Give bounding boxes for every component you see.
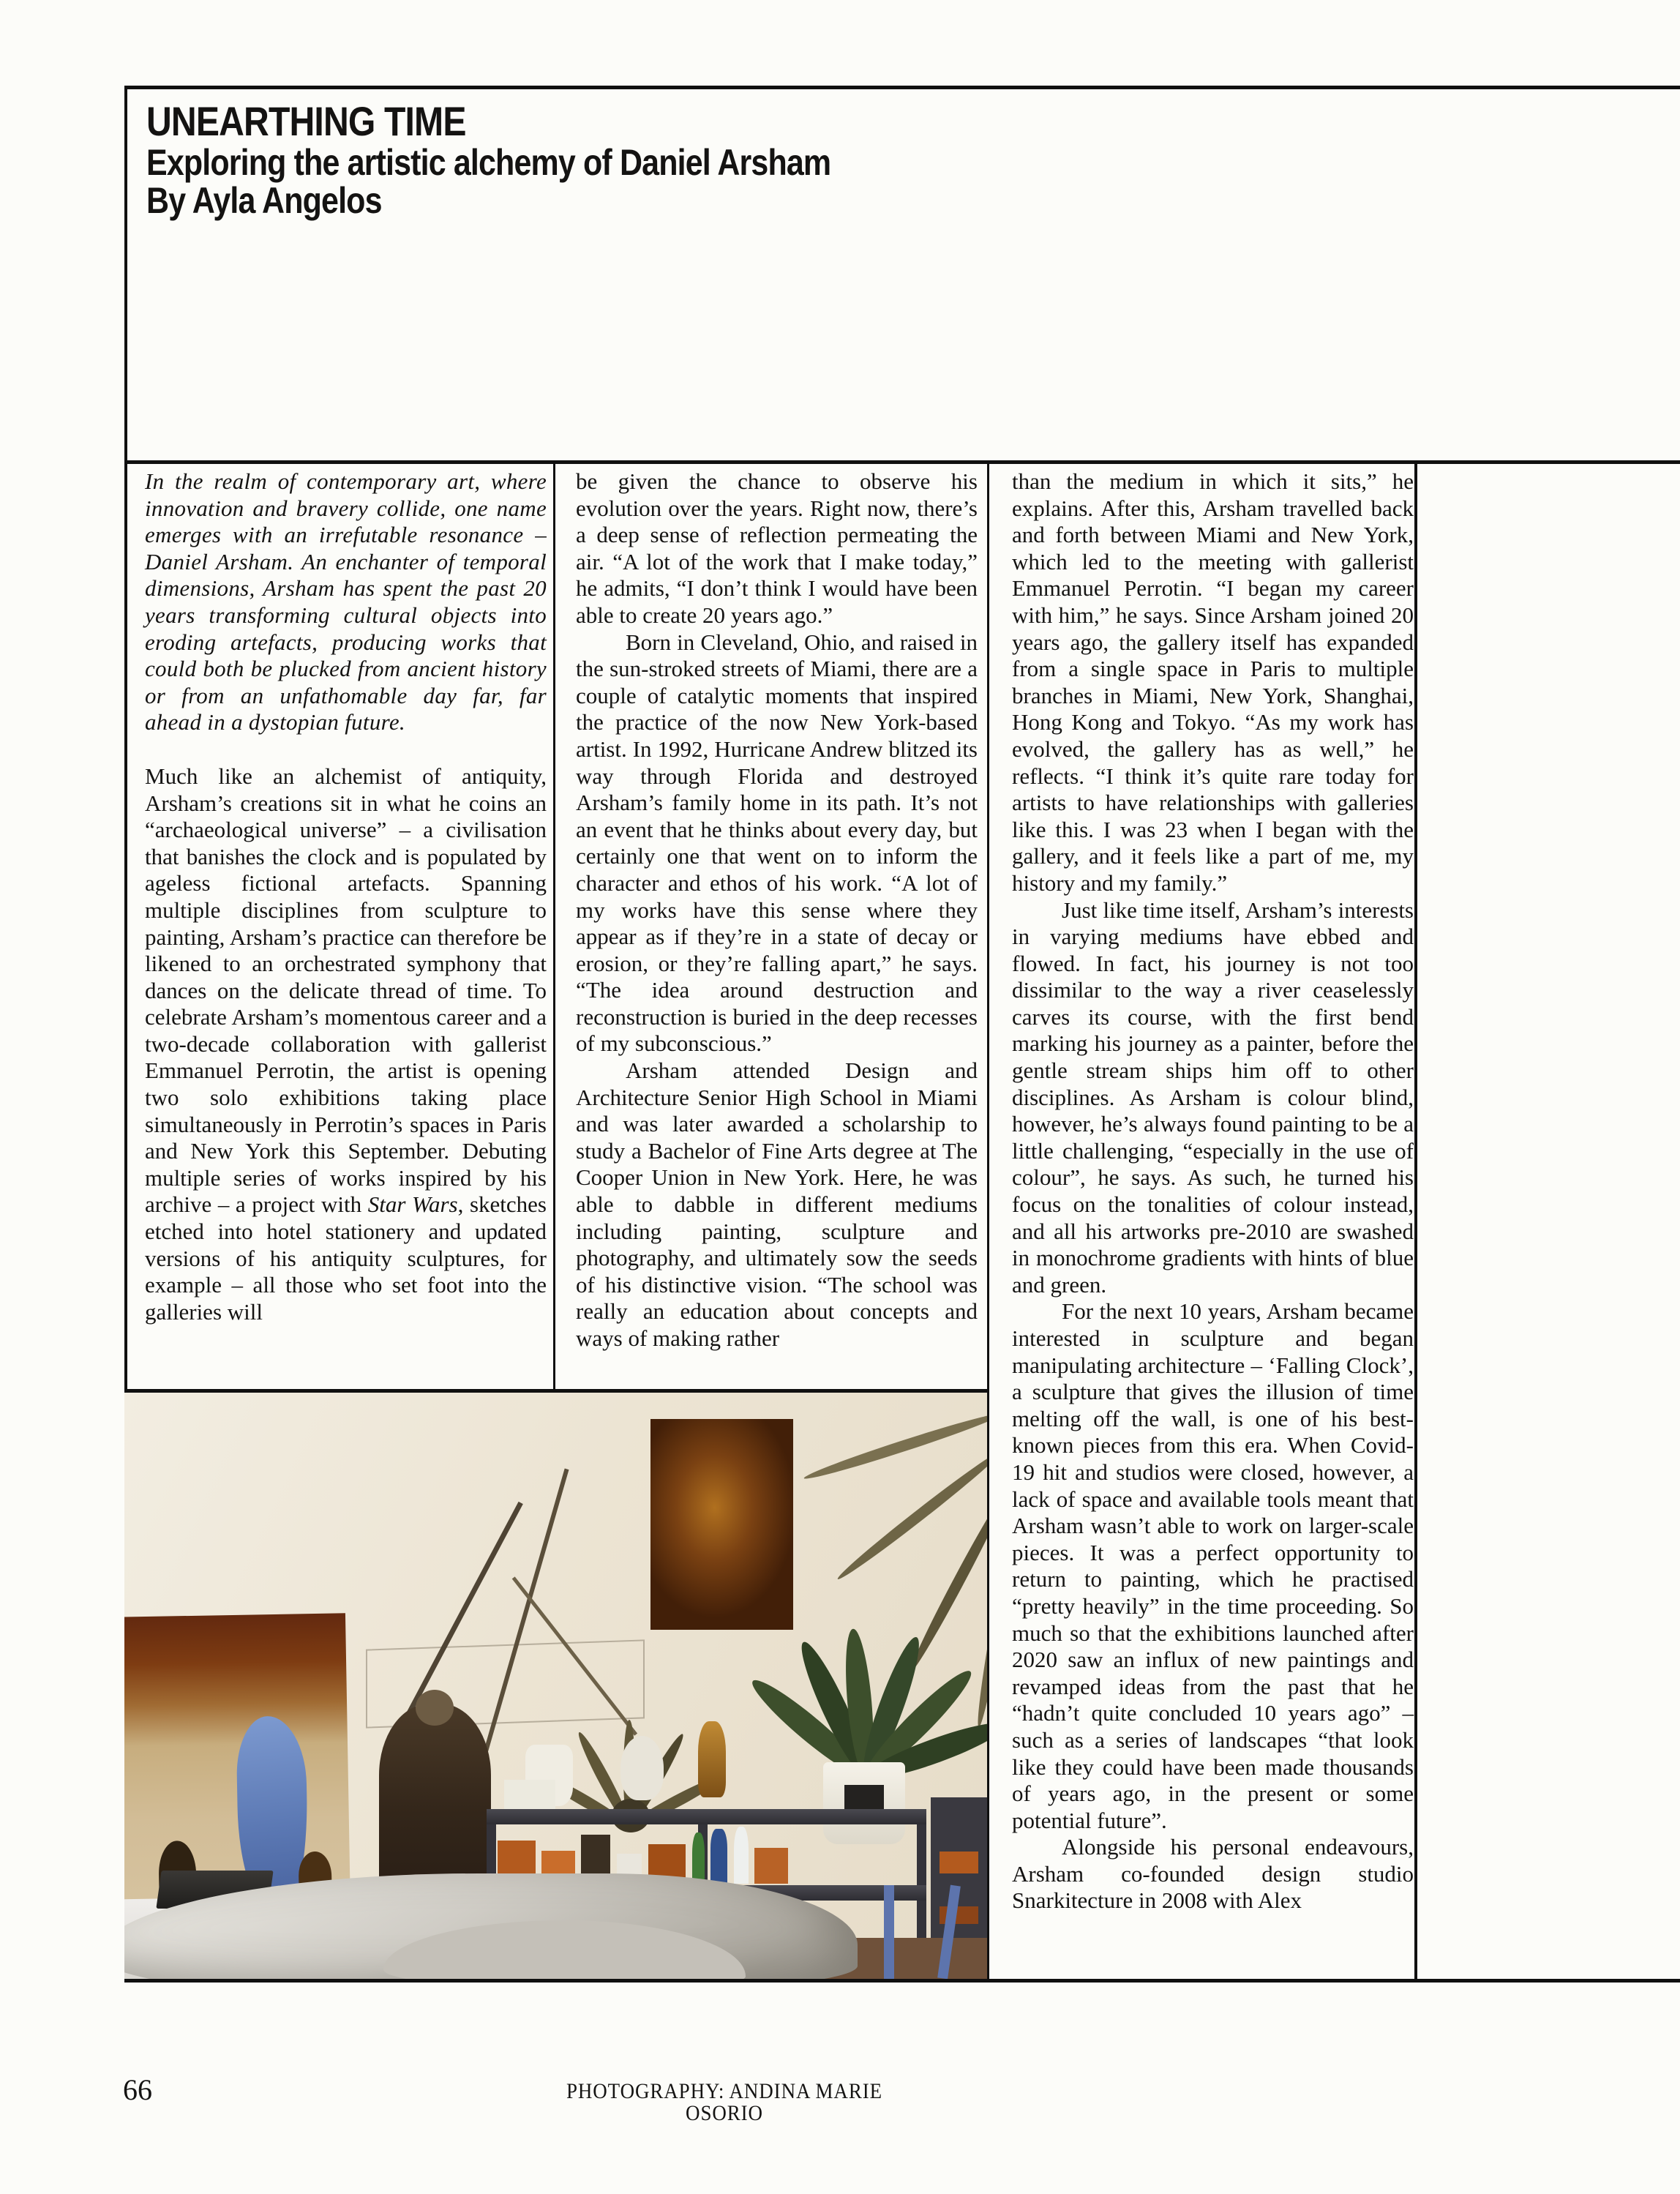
palm-plant: [849, 1389, 987, 1562]
text-column-2: [576, 468, 978, 1386]
paragraph-text: Much like an alchemist of antiquity, Arsham’s creations sit in what he coins an “archaeological universe” – a civilisation that banishes the clock and is populated by ageless fictional artefacts. Spanning multiple disciplines from sculpture to painting, Arsham’s practice can therefore be likened to an orchestrated symphony that dances on the delicate thread of time. To celebrate Arsham’s momentous career and a two-decade collaboration with gallerist Emmanuel Perrotin, the artist is opening two solo exhibitions taking place simultaneously in Perrotin’s spaces in Paris and New York this September. Debuting multiple series of works inspired by his archive – a project with: [145, 763, 547, 1218]
text-column-3: [1012, 468, 1414, 1976]
photography-credit: PHOTOGRAPHY: ANDINA MARIE OSORIO: [566, 2079, 883, 2125]
bottom-rule: [124, 1979, 1680, 1983]
article-byline: By Ayla Angelos: [146, 180, 382, 221]
italic-title-text: Star Wars: [367, 1191, 458, 1218]
text-column-1: [145, 468, 547, 1386]
column-divider-1: [553, 464, 555, 1389]
body-paragraph: Born in Cleveland, Ohio, and raised in the sun-stroked streets of Miami, there are a couple of catalytic moments that inspired the practice of the now New York-based artist. In 1992, Hurricane Andrew blitzed its way through Florida and destroyed Arsham’s family home in its path. It’s not an event that he thinks about every day, but certainly one that went on to inform the character and ethos of his work. “A lot of my works have this sense where they appear as if they’re in a state of decay or erosion, or they’re falling apart,” he says. “The idea around destruction and reconstruction is buried in the deep recesses of my subconscious.”: [576, 629, 978, 1057]
body-paragraph: be given the chance to observe his evolution over the years. Right now, there’s a deep sense of reflection permeating the air. “A lot of the work that I make today,” he admits, “I don’t think I would have been able to create 20 years ago.”: [576, 468, 978, 628]
body-paragraph: For the next 10 years, Arsham became interested in sculpture and began manipulating architecture – ‘Falling Clock’, a sculpture that gives the illusion of time melting off the wall, is one of his best-known pieces from this era. When Covid-19 hit and studios were closed, however, a lack of space and available tools meant that Arsham wasn’t able to work on larger-scale pieces. It was a perfect opportunity to return to painting, which he practised “pretty heavily” in the time proceeding. So much so that the exhibitions launched after 2020 saw an influx of new paintings and revamped ideas from the past that he “hadn’t quite concluded 10 years ago” – such as a series of landscapes “that look like they could have been made thousands of years ago, in the present or some potential future”.: [1012, 1298, 1414, 1833]
intro-paragraph: In the realm of contemporary art, where innovation and bravery collide, one name emerges with an irrefutable resonance – Daniel Arsham. An enchanter of temporal dimensions, Arsham has spent the past 20 years transforming cultural objects into eroding artefacts, producing works that could both be plucked from ancient history or from an unfathomable day far, far ahead in a dystopian future.: [145, 468, 547, 735]
plaster-head: [620, 1736, 664, 1800]
wall-painting: [650, 1419, 793, 1630]
blue-shelf-leg: [884, 1885, 894, 1979]
white-stack: [504, 1780, 556, 1809]
article-title: UNEARTHING TIME: [146, 98, 466, 144]
body-paragraph: [145, 763, 547, 1325]
bronze-figurine: [698, 1721, 726, 1797]
header-divider-rule: [124, 460, 1680, 464]
article-subtitle: Exploring the artistic alchemy of Daniel Arsham: [146, 142, 831, 183]
body-paragraph: than the medium in which it sits,” he explains. After this, Arsham travelled back and forth between Miami and New York, which led to the meeting with gallerist Emmanuel Perrotin. “I began my career with him,” he says. Since Arsham joined 20 years ago, the gallery itself has expanded from a single space in Paris to multiple branches in Miami, New York, Shanghai, Hong Kong and Tokyo. “As my work has evolved, the gallery has as well,” he reflects. “I think it’s quite rare today for artists to have relationships with galleries like this. I was 23 when I began with the gallery, and it feels like a part of me, my history and my family.”: [1012, 468, 1414, 896]
column-divider-2: [987, 464, 989, 1979]
body-paragraph: Just like time itself, Arsham’s interests in varying mediums have ebbed and flowed. In fact, his journey is not too dissimilar to the way a river ceaselessly carves its course, with the first bend marking his journey as a painter, before the gentle stream ships him off to other disciplines. As Arsham is colour blind, however, he’s always found painting to be a little challenging, “especially in the use of colour”, he says. As such, he turned his focus on the tonalities of colour instead, and all his artworks pre-2010 are swashed in monochrome gradients with hints of blue and green.: [1012, 896, 1414, 1298]
article-header: [146, 100, 1405, 220]
studio-photo: [124, 1389, 987, 1979]
page-number: 66: [123, 2073, 152, 2106]
body-paragraph: Alongside his personal endeavours, Arsham co-founded design studio Snarkitecture in 2008 with Alex: [1012, 1834, 1414, 1914]
column-divider-3: [1414, 464, 1417, 1979]
top-rule: [124, 86, 1680, 89]
body-paragraph: Arsham attended Design and Architecture Senior High School in Miami and was later awarded a scholarship to study a Bachelor of Fine Arts degree at The Cooper Union in New York. Here, he was able to dabble in different mediums including painting, sculpture and photography, and ultimately sow the seeds of his distinctive vision. “The school was really an education about concepts and ways of making rather: [576, 1057, 978, 1351]
paragraph-text: , sketches etched into hotel stationery and updated versions of his antiquity sculptures, for example – all those who set foot into the galleries will: [145, 1191, 547, 1325]
